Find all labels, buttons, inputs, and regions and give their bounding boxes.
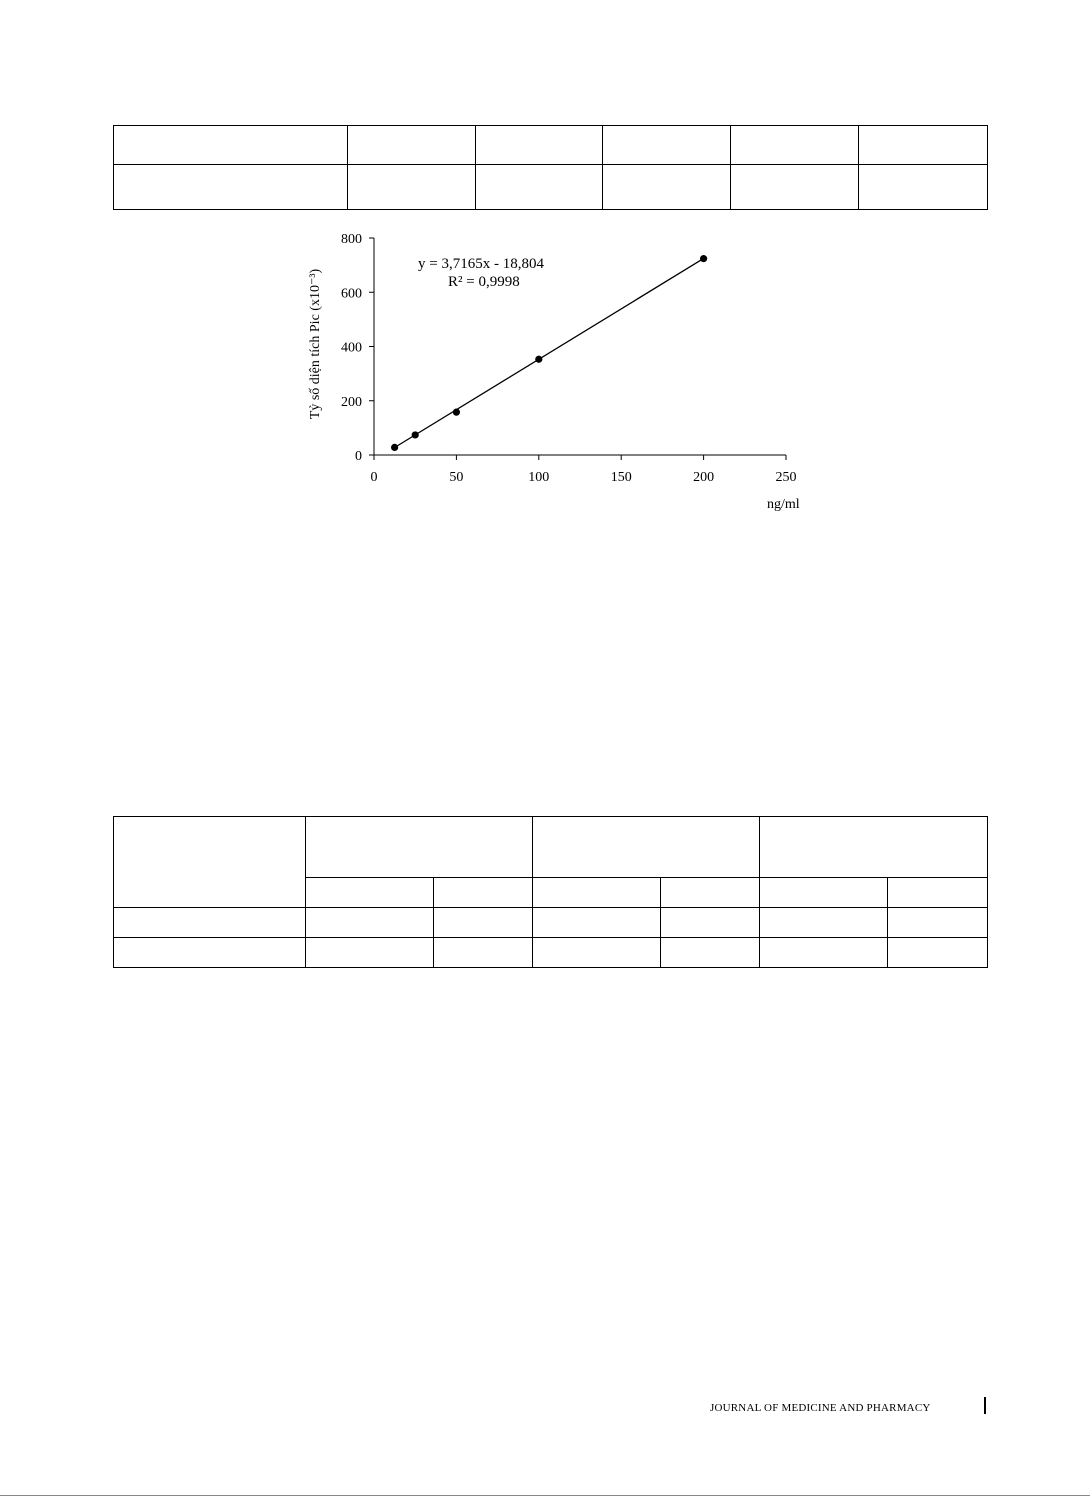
table-cell	[114, 165, 348, 210]
table-cell	[476, 126, 603, 165]
table-cell	[434, 908, 533, 938]
table-cell	[114, 908, 306, 938]
footer-divider	[984, 1397, 986, 1414]
table-cell	[603, 165, 731, 210]
table-cell	[661, 878, 760, 908]
x-ticks	[371, 455, 797, 485]
table-cell	[661, 908, 760, 938]
trendline	[395, 258, 704, 447]
page-bottom-rule	[0, 1495, 1090, 1496]
table-cell	[114, 126, 348, 165]
x-tick-label: 200	[693, 470, 715, 485]
table-cell	[533, 817, 760, 878]
table-cell	[760, 817, 988, 878]
table-cell	[434, 938, 533, 968]
x-axis-unit-label: ng/ml	[767, 497, 800, 512]
data-point	[700, 255, 707, 262]
y-ticks	[341, 232, 374, 464]
table-cell	[760, 938, 888, 968]
table-top	[113, 125, 988, 210]
table-cell	[306, 878, 434, 908]
table-cell	[859, 126, 988, 165]
data-point	[453, 409, 460, 416]
y-tick-label: 800	[341, 232, 362, 247]
y-tick-label: 0	[355, 449, 362, 464]
table-cell	[888, 878, 988, 908]
y-tick-label: 600	[341, 286, 362, 302]
data-point	[535, 356, 542, 363]
table-cell	[306, 817, 533, 878]
data-point	[391, 444, 398, 451]
x-tick-label: 250	[775, 470, 797, 485]
x-tick-label: 150	[610, 470, 632, 485]
table-row	[114, 165, 988, 210]
table-cell	[661, 938, 760, 968]
table-bottom	[113, 816, 988, 968]
table-cell	[114, 938, 306, 968]
data-point	[412, 431, 419, 438]
table-cell	[888, 908, 988, 938]
table-row	[114, 126, 988, 165]
table-row	[114, 938, 988, 968]
x-tick-label: 0	[370, 470, 378, 485]
table-cell	[760, 908, 888, 938]
table-cell	[731, 165, 859, 210]
y-tick-label: 400	[341, 340, 362, 356]
table-cell	[731, 126, 859, 165]
x-tick-label: 100	[528, 470, 550, 485]
table-cell	[760, 878, 888, 908]
table-row	[114, 908, 988, 938]
equation-label: y = 3,7165x - 18,804	[418, 256, 544, 272]
table-cell	[476, 165, 603, 210]
x-tick-label: 50	[449, 470, 464, 485]
table-cell	[348, 126, 476, 165]
table-cell	[533, 908, 661, 938]
table-header-row	[114, 817, 988, 878]
calibration-chart	[295, 222, 815, 522]
table-cell	[434, 878, 533, 908]
r-squared-label: R² = 0,9998	[448, 274, 520, 290]
table-cell	[888, 938, 988, 968]
table-cell	[306, 938, 434, 968]
journal-name: JOURNAL OF MEDICINE AND PHARMACY	[710, 1402, 931, 1414]
table-cell	[306, 908, 434, 938]
table-cell	[533, 878, 661, 908]
table-cell	[348, 165, 476, 210]
y-axis-label: Tỷ số diện tích Pic (x10⁻³)	[308, 268, 323, 420]
table-cell	[533, 938, 661, 968]
y-tick-label: 200	[341, 394, 362, 410]
table-cell	[603, 126, 731, 165]
table-cell	[859, 165, 988, 210]
table-cell	[114, 817, 306, 908]
